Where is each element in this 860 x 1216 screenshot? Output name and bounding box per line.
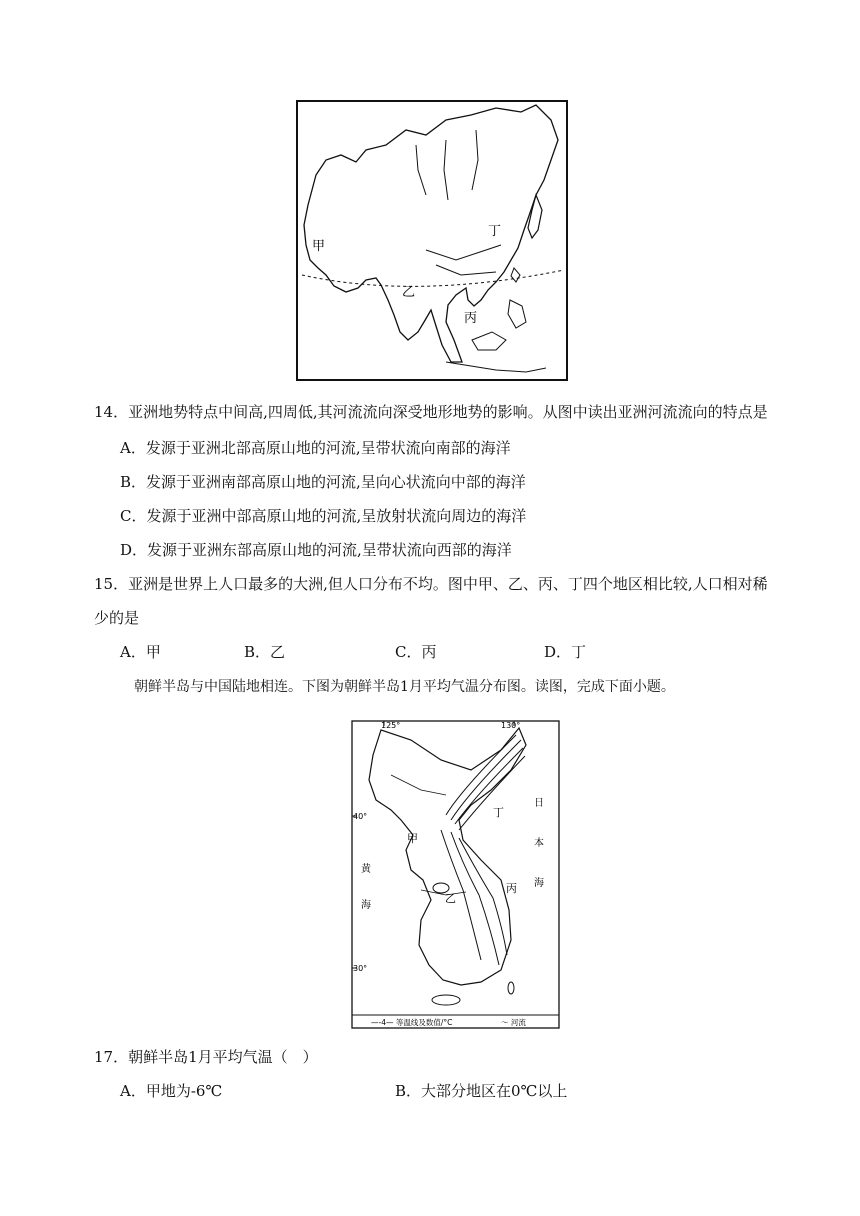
korea-temperature-map (351, 720, 560, 1030)
legend-river: ～ 河流 (501, 1018, 526, 1027)
q15-stem-line2: 少的是 (94, 609, 140, 627)
q15-option-c[interactable]: C．丙 (395, 643, 437, 661)
lat-label-40: 40° (353, 812, 368, 821)
q15-option-d[interactable]: D．丁 (544, 643, 587, 661)
q17-stem: 17．朝鲜半岛1月平均气温（ ） (94, 1048, 318, 1066)
q14-option-b[interactable]: B．发源于亚洲南部高原山地的河流,呈向心状流向中部的海洋 (120, 473, 526, 491)
korea-map-drawing (351, 720, 560, 1030)
label-ding: 丁 (493, 806, 504, 819)
lat-label-30: 30° (353, 964, 368, 973)
q15-stem-line1: 15．亚洲是世界上人口最多的大洲,但人口分布不均。图中甲、乙、丙、丁四个地区相比较,人口相对稀 (94, 575, 768, 593)
q14-stem: 14．亚洲地势特点中间高,四周低,其河流流向深受地形地势的影响。从图中读出亚洲河流流向的特点是 (94, 403, 768, 421)
lon-label-125: 125° (381, 721, 401, 730)
label-jia: 甲 (312, 239, 326, 254)
japan-sea-char-2: 本 (534, 838, 544, 849)
q14-option-d[interactable]: D．发源于亚洲东部高原山地的河流,呈带状流向西部的海洋 (120, 541, 512, 559)
asia-map-drawing (296, 100, 568, 381)
label-yi: 乙 (445, 892, 456, 905)
label-yi: 乙 (402, 285, 416, 300)
q14-option-c[interactable]: C．发源于亚洲中部高原山地的河流,呈放射状流向周边的海洋 (120, 507, 527, 525)
q17-option-b[interactable]: B．大部分地区在0℃以上 (395, 1082, 568, 1100)
label-bing: 丙 (464, 311, 478, 326)
q14-option-a[interactable]: A．发源于亚洲北部高原山地的河流,呈带状流向南部的海洋 (120, 439, 511, 457)
asia-map (296, 100, 568, 381)
label-ding: 丁 (488, 224, 502, 239)
label-jia: 甲 (407, 832, 418, 845)
japan-sea-char-3: 海 (534, 878, 544, 889)
legend-isotherm: —-4— 等温线及数值/°C (371, 1018, 453, 1027)
yellow-sea-char-2: 海 (361, 900, 371, 911)
yellow-sea-char-1: 黄 (361, 864, 371, 875)
q15-option-a[interactable]: A．甲 (120, 643, 161, 661)
lon-label-130: 130° (501, 721, 521, 730)
q17-option-a[interactable]: A．甲地为-6℃ (120, 1082, 223, 1100)
q15-option-b[interactable]: B．乙 (244, 643, 286, 661)
intro-text: 朝鲜半岛与中国陆地相连。下图为朝鲜半岛1月平均气温分布图。读图，完成下面小题。 (134, 679, 675, 695)
label-bing: 丙 (506, 882, 517, 895)
japan-sea-char-1: 日 (534, 798, 544, 809)
